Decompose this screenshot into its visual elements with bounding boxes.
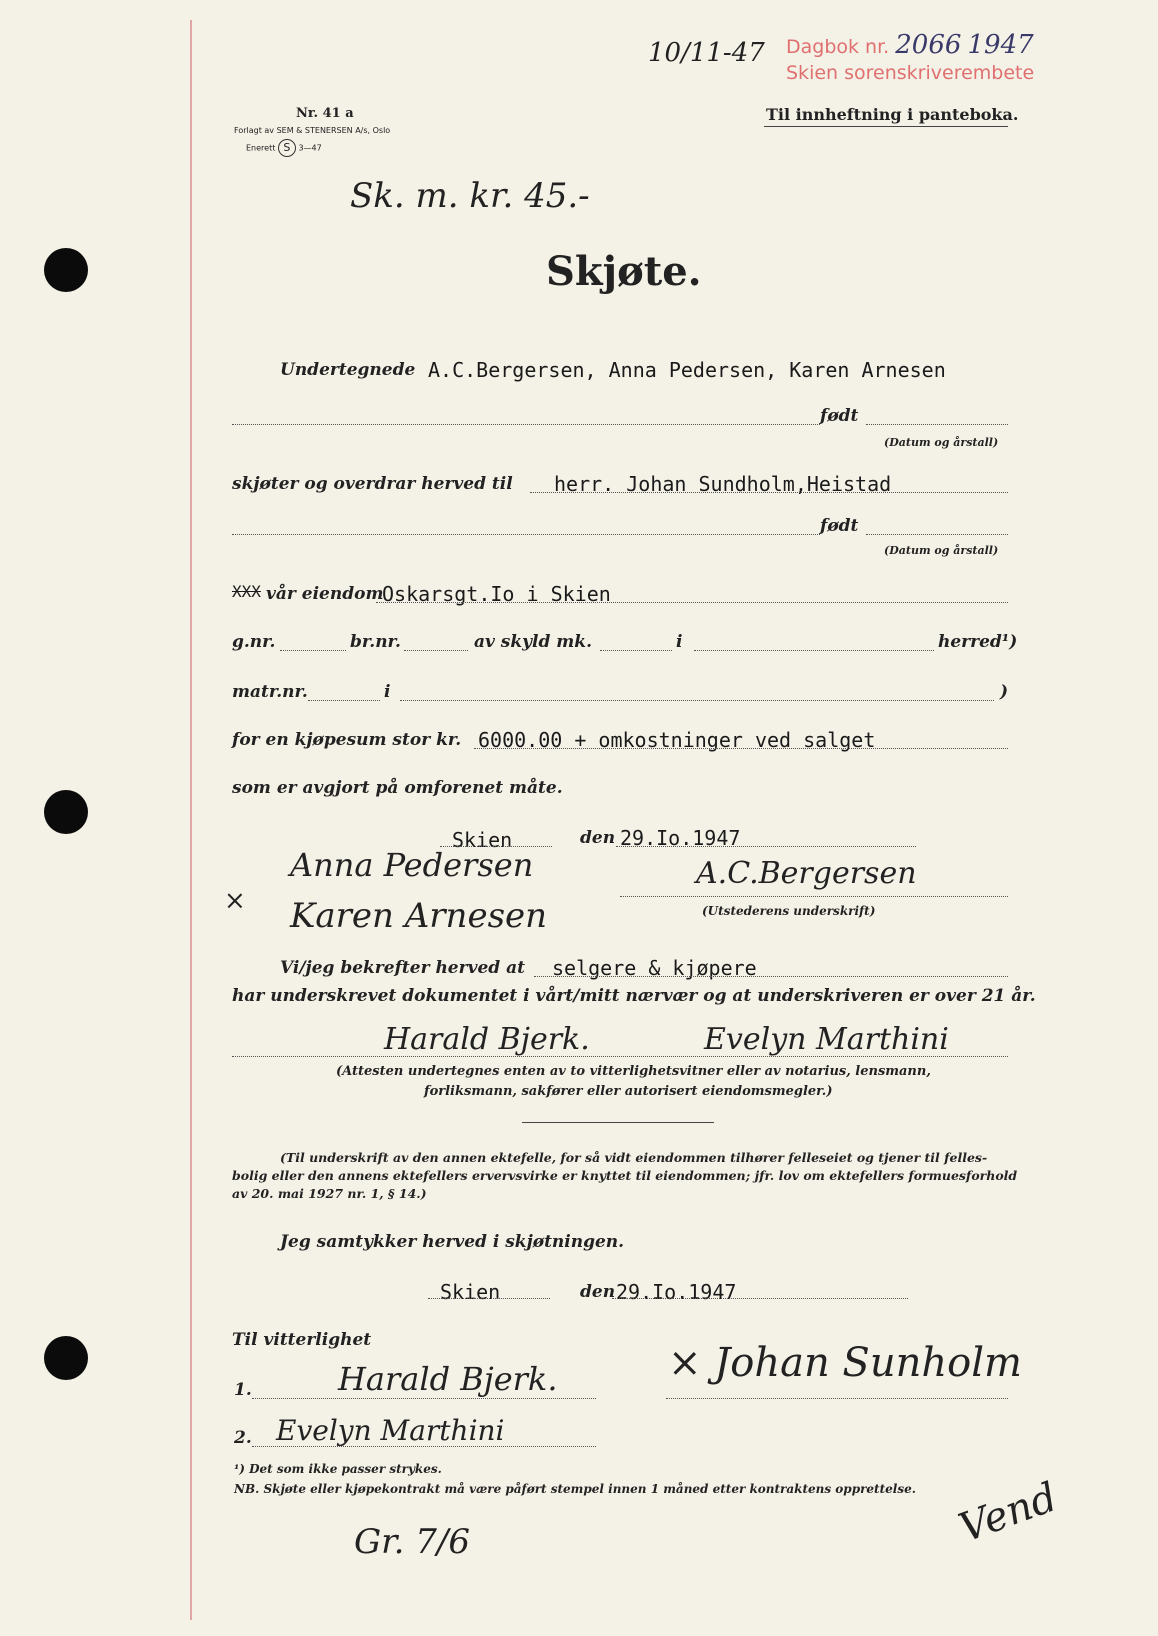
fodt-line-end xyxy=(866,424,1008,425)
matr-i-line xyxy=(400,700,994,701)
witness-signature-evelyn-marthini: Evelyn Marthini xyxy=(704,1022,949,1057)
dagbok-year: 1947 xyxy=(967,30,1034,60)
bekrefter-label: Vi/jeg bekrefter herved at xyxy=(280,958,525,978)
struck-prefix: XXX xyxy=(232,582,261,601)
matr-close: ) xyxy=(1000,682,1009,702)
fodt-line xyxy=(232,424,820,425)
kjopesum-label: for en kjøpesum stor kr. xyxy=(232,730,462,750)
spouse-date: 29.Io.1947 xyxy=(616,1280,737,1304)
brnr-line xyxy=(404,650,468,651)
undertegnede-label: Undertegnede xyxy=(280,360,416,380)
vitterlighet-line-2 xyxy=(252,1446,596,1447)
skyld-line xyxy=(600,650,672,651)
publisher-enerett xyxy=(246,139,322,157)
publisher-enerett-label: Enerett xyxy=(246,143,276,153)
bekrefter-line xyxy=(534,976,1008,977)
gnr-label: g.nr. xyxy=(232,632,276,652)
i-label: i xyxy=(676,632,683,652)
signing-place: Skien xyxy=(452,828,513,852)
witness-signature-harald-bjerk: Harald Bjerk. xyxy=(384,1022,590,1057)
utsteder-label: (Utstederens underskrift) xyxy=(702,904,876,918)
dagbok-label: Dagbok nr. xyxy=(786,36,890,58)
section-divider xyxy=(522,1122,714,1123)
footnote-2: NB. Skjøte eller kjøpekontrakt må være påført stempel innen 1 måned etter kontraktens opprettelse. xyxy=(234,1482,916,1496)
i2-label: i xyxy=(384,682,391,702)
eiendom-value: Oskarsgt.Io i Skien xyxy=(382,582,611,606)
attest-note-line1: (Attesten undertegnes enten av to vitterlighetsvitner eller av notarius, lensmann, xyxy=(336,1064,931,1079)
vitterlighet-signature-1: Harald Bjerk. xyxy=(338,1360,558,1398)
signature-anna-pedersen: Anna Pedersen xyxy=(290,846,534,884)
fodt2-line-end xyxy=(866,534,1008,535)
spouse-den-label: den xyxy=(580,1282,616,1302)
eiendom-label: vår eiendom xyxy=(266,584,384,604)
vitterlighet-signature-2: Evelyn Marthini xyxy=(276,1414,505,1447)
signature-bergersen: A.C.Bergersen xyxy=(696,856,917,891)
eiendom-line xyxy=(376,602,1008,603)
filing-note: Til innheftning i panteboka. xyxy=(766,105,1019,124)
bottom-right-note: Vend xyxy=(953,1474,1064,1552)
skjoter-value: herr. Johan Sundholm,Heistad xyxy=(554,472,892,496)
skjoter-line xyxy=(530,492,1008,493)
signing-den-label: den xyxy=(580,828,616,848)
buyer-signature-johan: × Johan Sunholm xyxy=(668,1340,1022,1386)
margin-line xyxy=(190,20,192,1620)
gnr-line xyxy=(280,650,346,651)
datum-label: (Datum og årstall) xyxy=(884,436,999,449)
vitterlighet-num1: 1. xyxy=(234,1380,252,1400)
x-mark: × xyxy=(224,886,246,916)
herred-label: herred¹) xyxy=(938,632,1018,652)
received-date-note: 10/11-47 xyxy=(648,38,765,68)
herred-line xyxy=(694,650,934,651)
vitterlighet-line-1 xyxy=(252,1398,596,1399)
punch-hole-middle xyxy=(44,790,88,834)
bottom-left-note: Gr. 7/6 xyxy=(354,1522,471,1562)
brnr-label: br.nr. xyxy=(350,632,401,652)
avgjort-text: som er avgjort på omforenet måte. xyxy=(232,778,563,798)
publisher-line: Forlagt av SEM & STENERSEN A/s, Oslo xyxy=(234,126,391,135)
signing-date-line xyxy=(616,846,916,847)
dagbok-number: 2066 xyxy=(895,30,962,60)
buyer-signature-line xyxy=(666,1398,1008,1399)
document-title: Skjøte. xyxy=(546,248,702,295)
kjopesum-line xyxy=(474,748,1008,749)
spouse-note-line2: bolig eller den annens ektefellers ervervsvirke er knyttet til eiendommen; jfr. lov om ektefellers formuesforhold xyxy=(232,1168,1018,1183)
filing-underline xyxy=(764,126,1008,127)
footnote-1: ¹) Det som ikke passer strykes. xyxy=(234,1462,442,1476)
undertegnede-value: A.C.Bergersen, Anna Pedersen, Karen Arnesen xyxy=(428,358,946,382)
publisher-logo-icon: S xyxy=(278,139,296,157)
punch-hole-bottom xyxy=(44,1336,88,1380)
kjopesum-value: 6000.00 + omkostninger ved salget xyxy=(478,728,876,752)
spouse-note-line3: av 20. mai 1927 nr. 1, § 14.) xyxy=(232,1186,427,1201)
spouse-date-line xyxy=(612,1298,908,1299)
vitterlighet-num2: 2. xyxy=(234,1428,252,1448)
fodt2-label: født xyxy=(820,516,859,536)
fodt2-line xyxy=(232,534,820,535)
attest-note-line2: forliksmann, sakfører eller autorisert eiendomsmegler.) xyxy=(424,1084,833,1099)
samtykker-text: Jeg samtykker herved i skjøtningen. xyxy=(280,1232,625,1252)
office-stamp: Skien sorenskriverembete xyxy=(786,62,1035,84)
publisher-code: 3—47 xyxy=(298,143,322,153)
utsteder-line xyxy=(620,896,1008,897)
skyld-label: av skyld mk. xyxy=(474,632,592,652)
matr-line xyxy=(308,700,380,701)
vitterlighet-label: Til vitterlighet xyxy=(232,1330,372,1350)
witness-signature-line xyxy=(232,1056,1008,1057)
matr-label: matr.nr. xyxy=(232,682,308,702)
spouse-note-line1: (Til underskrift av den annen ektefelle, for så vidt eiendommen tilhører felleseiet og tjener til felles- xyxy=(280,1150,988,1165)
spouse-place: Skien xyxy=(440,1280,501,1304)
bekrefter-value: selgere & kjøpere xyxy=(552,956,757,980)
punch-hole-top xyxy=(44,248,88,292)
dagbok-stamp xyxy=(786,30,1034,60)
signing-date: 29.Io.1947 xyxy=(620,826,741,850)
skjoter-label: skjøter og overdrar herved til xyxy=(232,474,513,494)
spouse-place-line xyxy=(428,1298,550,1299)
form-number: Nr. 41 a xyxy=(296,106,354,121)
signature-karen-arnesen: Karen Arnesen xyxy=(290,896,548,936)
dokument-text: har underskrevet dokumentet i vårt/mitt nærvær og at underskriveren er over 21 år. xyxy=(232,986,1036,1006)
fee-note: Sk. m. kr. 45.- xyxy=(350,176,590,216)
datum2-label: (Datum og årstall) xyxy=(884,544,999,557)
fodt-label: født xyxy=(820,406,859,426)
